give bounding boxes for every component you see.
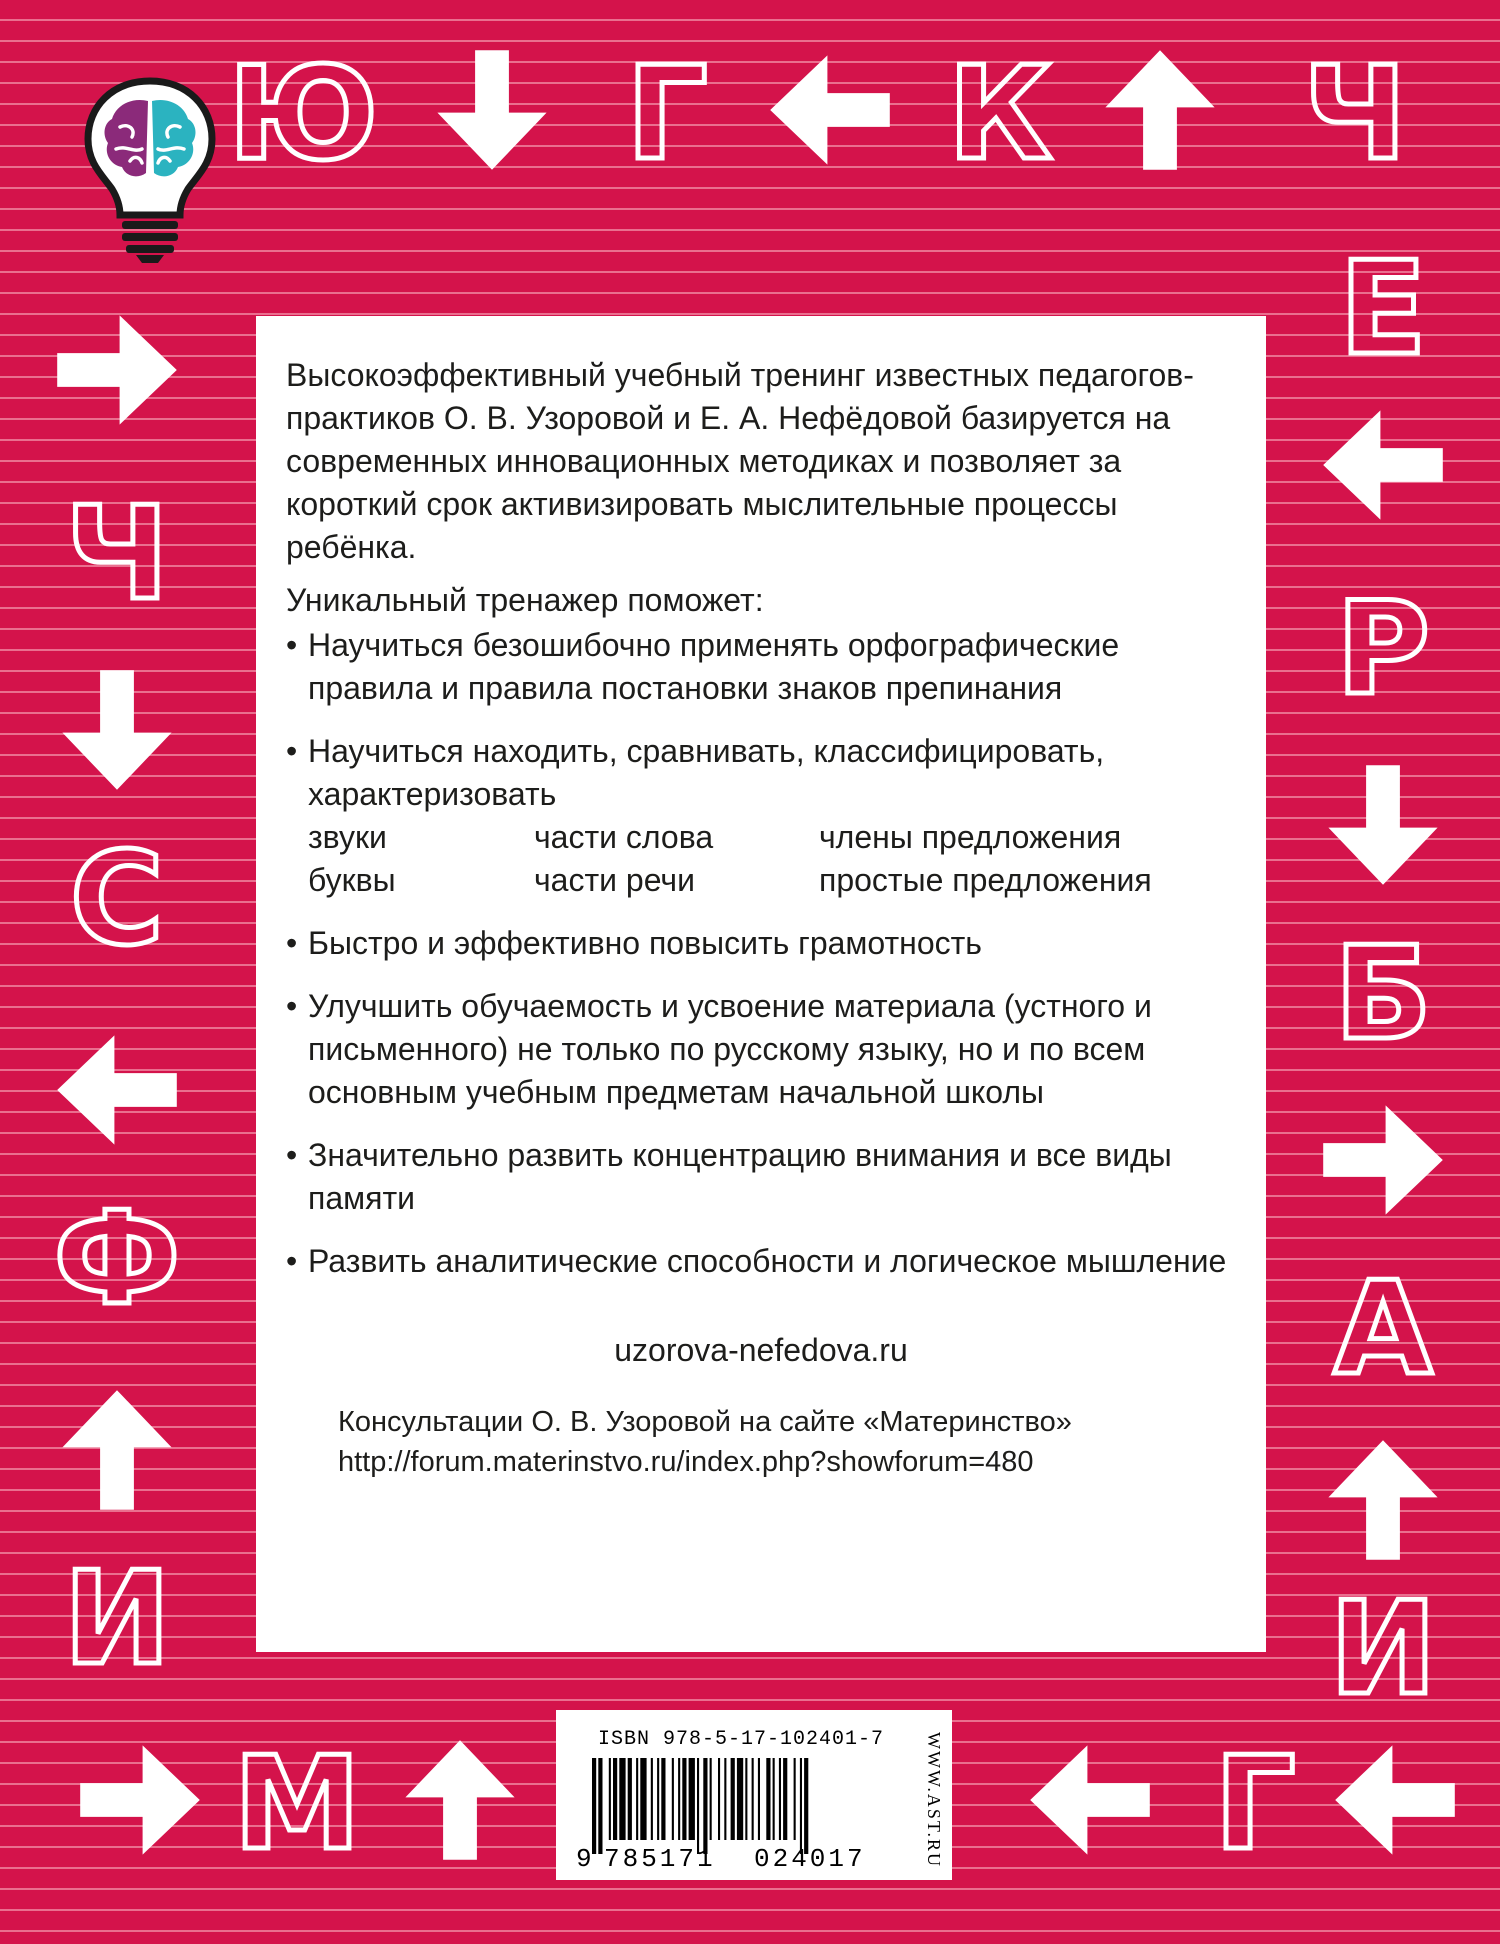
isbn-label: ISBN 978-5-17-102401-7 xyxy=(598,1728,885,1751)
border-letter: Г xyxy=(1214,1730,1296,1879)
benefit-item xyxy=(286,1240,1236,1283)
barcode-bar xyxy=(689,1758,695,1840)
arrow-left-icon xyxy=(765,45,895,175)
border-letter: Ч xyxy=(1303,40,1407,189)
benefit-item xyxy=(286,985,1236,1114)
brain-lightbulb-logo xyxy=(80,75,220,265)
barcode-bar xyxy=(731,1758,735,1840)
border-letter: А xyxy=(1333,1255,1433,1404)
barcode-bar xyxy=(640,1758,646,1840)
barcode-bar xyxy=(613,1758,617,1840)
arrow-up-icon xyxy=(1318,1435,1448,1565)
barcode-bar xyxy=(628,1758,632,1840)
barcode-bar xyxy=(766,1758,770,1840)
border-letter: Г xyxy=(626,40,708,189)
lead-line: Уникальный тренажер поможет: xyxy=(286,582,764,618)
consultation-info xyxy=(286,1402,1236,1482)
barcode-bar xyxy=(657,1758,659,1840)
barcode-bar xyxy=(697,1758,699,1854)
barcode-bar xyxy=(651,1758,653,1840)
barcode-bar xyxy=(752,1758,754,1840)
benefit-item xyxy=(286,1134,1236,1220)
arrow-right-icon xyxy=(52,305,182,435)
barcode-bar xyxy=(682,1758,686,1840)
forum-url[interactable]: http://forum.materinstvo.ru/index.php?showforum=480 xyxy=(338,1446,1034,1478)
arrow-left-icon xyxy=(1318,400,1448,530)
arrow-left-icon xyxy=(1330,1735,1460,1865)
benefit-text: Значительно развить концентрацию внимания и все виды памяти xyxy=(308,1137,1172,1216)
barcode-digits-right: 024017 xyxy=(754,1844,866,1870)
benefit-item xyxy=(286,624,1236,710)
arrow-right-icon xyxy=(75,1735,205,1865)
border-letter: С xyxy=(70,825,164,974)
benefit-item xyxy=(286,730,1236,902)
barcode-bar xyxy=(745,1758,747,1840)
intro-paragraph: Высокоэффективный учебный тренинг известных педагогов-практиков О. В. Узоровой и Е. А. Нефёдовой базируется на современных инновационных методиках и позволяет за короткий срок активизировать мыслительные процессы ребёнка. xyxy=(286,357,1194,565)
benefit-text: Научиться находить, сравнивать, классифицировать, характеризовать xyxy=(308,733,1105,812)
benefit-text: Улучшить обучаемость и усвоение материала (устного и письменного) не только по русскому языку, но и по всем основным учебным предметам начальной школы xyxy=(308,988,1152,1110)
arrow-left-icon xyxy=(1025,1735,1155,1865)
barcode-bar xyxy=(661,1758,665,1840)
barcode-bar xyxy=(794,1758,796,1840)
barcode-bar xyxy=(758,1758,760,1840)
barcode-bar xyxy=(678,1758,680,1840)
grid-cell: части слова xyxy=(534,819,714,855)
benefit-text: Развить аналитические способности и логическое мышление xyxy=(308,1243,1227,1279)
barcode-bar xyxy=(636,1758,638,1840)
grid-cell: звуки xyxy=(308,819,387,855)
barcode-bar xyxy=(800,1758,802,1854)
barcode-digit-lead: 9 xyxy=(576,1844,595,1870)
barcode-bar xyxy=(779,1758,781,1840)
border-letter: Е xyxy=(1339,235,1427,384)
barcode-bar xyxy=(737,1758,743,1840)
arrow-up-icon xyxy=(1095,45,1225,175)
border-letter: И xyxy=(1329,1575,1437,1724)
grid-cell: части речи xyxy=(534,862,695,898)
barcode-bar xyxy=(619,1758,625,1840)
arrow-right-icon xyxy=(1318,1095,1448,1225)
arrow-up-icon xyxy=(52,1385,182,1515)
border-letter: К xyxy=(947,40,1053,189)
border-letter: Б xyxy=(1334,920,1432,1069)
border-letter: Ф xyxy=(53,1185,181,1334)
barcode-bar xyxy=(592,1758,596,1854)
description-panel xyxy=(256,316,1266,1652)
barcode-bar xyxy=(773,1758,775,1840)
barcode-bar xyxy=(609,1758,611,1840)
barcode-bar xyxy=(672,1758,674,1840)
skills-grid xyxy=(308,816,1236,902)
benefit-text: Научиться безошибочно применять орфографические правила и правила постановки знаков препинания xyxy=(308,627,1120,706)
arrow-down-icon xyxy=(52,665,182,795)
benefits-list xyxy=(286,624,1236,1283)
border-letter: Р xyxy=(1336,575,1430,724)
barcode-bar xyxy=(783,1758,787,1840)
barcode-bar xyxy=(710,1758,712,1840)
isbn-barcode-box xyxy=(556,1710,952,1880)
arrow-down-icon xyxy=(1318,760,1448,890)
barcode-bar xyxy=(703,1758,707,1854)
barcode-digits-left: 785171 xyxy=(604,1844,716,1870)
benefit-text: Быстро и эффективно повысить грамотность xyxy=(308,925,982,961)
barcode xyxy=(576,1758,896,1870)
arrow-up-icon xyxy=(395,1735,525,1865)
benefit-item xyxy=(286,922,1236,965)
border-letter: Ю xyxy=(227,40,379,189)
barcode-bar xyxy=(718,1758,720,1840)
website-link[interactable]: uzorova-nefedova.ru xyxy=(614,1332,908,1368)
barcode-bar xyxy=(724,1758,726,1840)
grid-cell: простые предложения xyxy=(819,862,1152,898)
arrow-down-icon xyxy=(427,45,557,175)
publisher-site: WWW.AST.RU xyxy=(924,1732,944,1868)
border-letter: Ч xyxy=(65,480,169,629)
border-letter: И xyxy=(63,1545,171,1694)
barcode-bar xyxy=(598,1758,602,1854)
consultation-line: Консультации О. В. Узоровой на сайте «Материнство» xyxy=(338,1406,1072,1438)
border-letter: М xyxy=(233,1730,361,1879)
arrow-left-icon xyxy=(52,1025,182,1155)
grid-cell: буквы xyxy=(308,862,396,898)
barcode-bar xyxy=(804,1758,808,1854)
grid-cell: члены предложения xyxy=(819,819,1122,855)
